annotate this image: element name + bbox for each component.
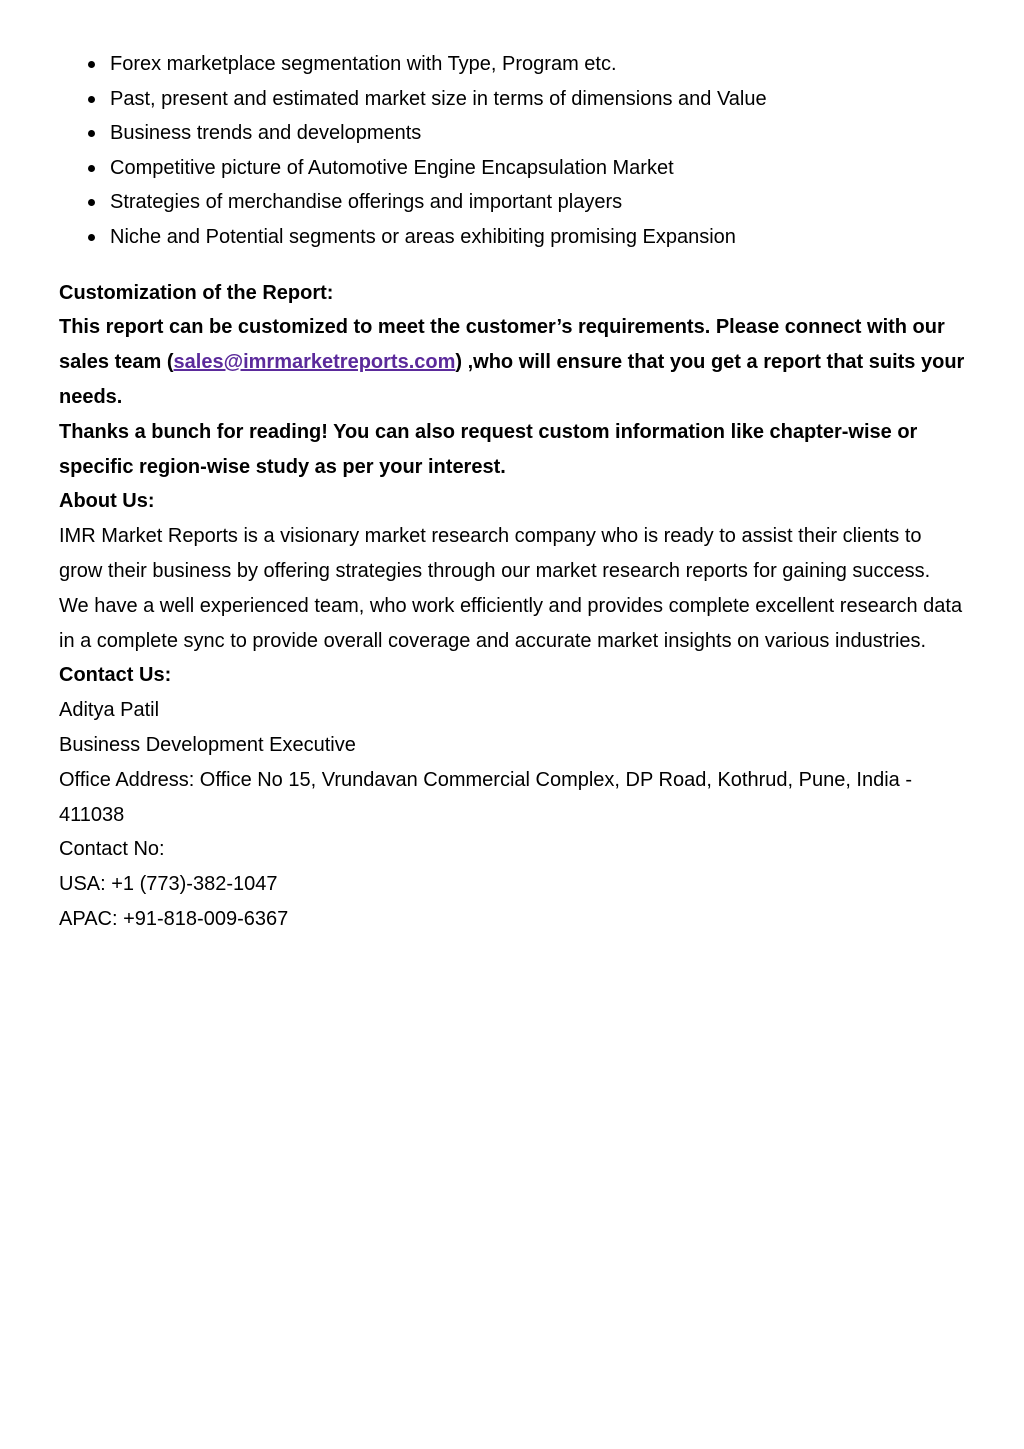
about-section <box>59 484 965 658</box>
contact-no-label: Contact No: <box>59 838 165 861</box>
list-item <box>59 82 965 117</box>
bullet-icon <box>88 165 95 172</box>
customization-heading: Customization of the Report: <box>59 281 334 304</box>
contact-heading: Contact Us: <box>59 664 172 687</box>
about-text: IMR Market Reports is a visionary market research company who is ready to assist their clients to grow their business by offering strategies through our market research reports for gaining success. We have a well experienced team, who work efficiently and provides complete excellent research data in a complete sync to provide overall coverage and accurate market insights on various industries. <box>59 525 963 652</box>
list-item-text: Business trends and developments <box>110 122 422 145</box>
list-item <box>59 151 965 186</box>
list-item-text: Strategies of merchandise offerings and important players <box>110 191 623 214</box>
contact-section <box>59 658 965 936</box>
list-item-text: Competitive picture of Automotive Engine Encapsulation Market <box>110 156 674 179</box>
apac-phone: APAC: +91-818-009-6367 <box>59 907 289 930</box>
list-item <box>59 220 965 255</box>
report-highlights-list <box>59 47 965 255</box>
list-item <box>59 116 965 151</box>
customization-text-after-link: ) ,who will ensure that you get a report that suits your needs. <box>59 351 965 408</box>
list-item <box>59 185 965 220</box>
bullet-icon <box>88 199 95 206</box>
usa-phone: USA: +1 (773)-382-1047 <box>59 873 278 896</box>
bullet-icon <box>88 130 95 137</box>
office-address: Office Address: Office No 15, Vrundavan Commercial Complex, DP Road, Kothrud, Pune, India - 411038 <box>59 768 913 826</box>
customization-text-before-link: This report can be customized to meet the customer’s requirements. Please connect with our sales team ( <box>59 316 945 374</box>
contact-title: Business Development Executive <box>59 733 356 756</box>
customization-section <box>59 276 965 485</box>
thanks-paragraph: Thanks a bunch for reading! You can also request custom information like chapter-wise or specific region-wise study as per your interest. <box>59 420 918 478</box>
contact-name: Aditya Patil <box>59 699 160 722</box>
about-heading: About Us: <box>59 490 155 513</box>
bullet-icon <box>88 96 95 103</box>
list-item-text: Niche and Potential segments or areas exhibiting promising Expansion <box>110 225 736 248</box>
bullet-icon <box>88 234 95 241</box>
list-item-text: Past, present and estimated market size in terms of dimensions and Value <box>110 87 767 110</box>
sales-email-link[interactable]: sales@imrmarketreports.com <box>173 351 456 374</box>
list-item-text: Forex marketplace segmentation with Type, Program etc. <box>110 53 617 75</box>
customization-paragraph <box>59 310 965 414</box>
bullet-icon <box>88 61 95 68</box>
list-item <box>59 47 965 82</box>
